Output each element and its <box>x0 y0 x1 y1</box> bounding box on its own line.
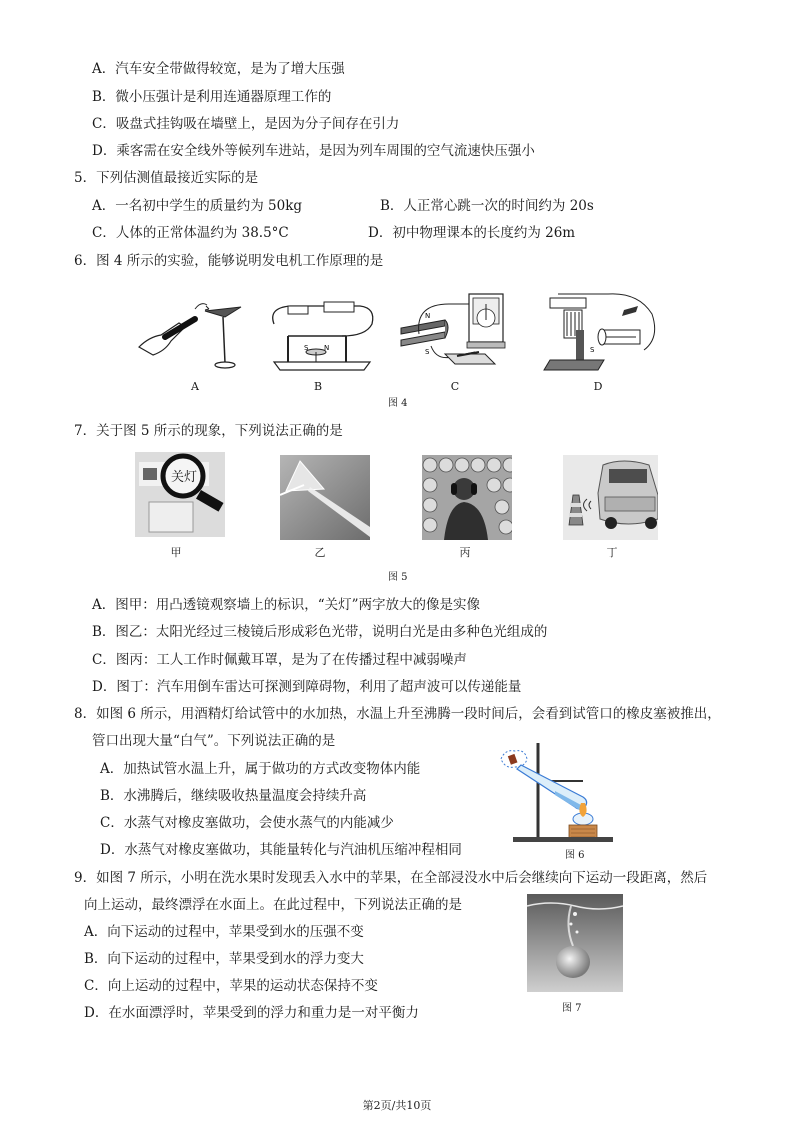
q9-stem-line2: 向上运动，最终漂浮在水面上。在此过程中，下列说法正确的是 <box>84 897 462 913</box>
fig4-b-n-label: N <box>324 344 330 352</box>
fig5-label-jia: 甲 <box>170 546 182 559</box>
fig4-b-oersted-setup <box>268 292 378 377</box>
fig4-c-n-label: N <box>425 312 431 320</box>
fig7-apple-in-water <box>527 894 623 992</box>
q8-option-b: B．水沸腾后，继续吸收热量温度会持续升高 <box>100 788 367 804</box>
q8-stem-line1: 8．如图 6 所示，用酒精灯给试管中的水加热，水温上升至沸腾一段时间后，会看到试管口的橡皮塞被推出， <box>74 706 721 722</box>
q7-option-b: B．图乙：太阳光经过三棱镜后形成彩色光带，说明白光是由多种色光组成的 <box>92 624 548 640</box>
fig4-label-a: A <box>191 380 199 393</box>
q5-option-b: B．人正常心跳一次的时间约为 20s <box>380 198 594 214</box>
fig5-photo-jia <box>135 452 225 537</box>
fig6-test-tube-heating <box>495 737 630 845</box>
q9-option-a: A．向下运动的过程中，苹果受到水的压强不变 <box>84 924 364 940</box>
fig5-photo-yi <box>280 455 370 540</box>
fig5-sign-text: 关灯 <box>171 470 198 485</box>
q5-option-c: C．人体的正常体温约为 38.5°C <box>92 225 289 241</box>
q4-option-a: A．汽车安全带做得较宽，是为了增大压强 <box>92 61 345 77</box>
fig4-caption: 图 4 <box>388 398 408 409</box>
q5-option-d: D．初中物理课本的长度约为 26m <box>368 225 576 241</box>
fig4-label-c: C <box>450 380 460 393</box>
q8-option-c: C．水蒸气对橡皮塞做功，会使水蒸气的内能减少 <box>100 815 394 831</box>
q6-stem: 6．图 4 所示的实验，能够说明发电机工作原理的是 <box>74 253 384 269</box>
q9-stem-line1: 9．如图 7 所示，小明在洗水果时发现丢入水中的苹果，在全部浸没水中后会继续向下运动一段距离，然后 <box>74 870 708 886</box>
fig4-a-rod-and-needle <box>135 297 245 377</box>
page-footer: 第2页/共10页 <box>362 1099 432 1112</box>
q8-option-d: D．水蒸气对橡皮塞做功，其能量转化与汽油机压缩冲程相同 <box>100 842 462 858</box>
fig4-label-d: D <box>593 380 603 393</box>
fig5-photo-ding <box>563 455 658 540</box>
fig6-caption: 图 6 <box>565 850 585 861</box>
q9-option-c: C．向上运动的过程中，苹果的运动状态保持不变 <box>84 978 378 994</box>
fig4-label-b: B <box>313 380 323 393</box>
fig4-c-induction-setup <box>395 290 530 378</box>
fig5-label-bing: 丙 <box>459 546 471 559</box>
q9-option-b: B．向下运动的过程中，苹果受到水的浮力变大 <box>84 951 364 967</box>
fig5-photo-bing <box>422 455 512 540</box>
q7-option-a: A．图甲：用凸透镜观察墙上的标识，“关灯”两字放大的像是实像 <box>92 597 481 613</box>
q4-option-b: B．微小压强计是利用连通器原理工作的 <box>92 89 332 105</box>
fig7-caption: 图 7 <box>562 1003 582 1014</box>
fig4-b-s-label: S <box>304 344 309 352</box>
fig4-c-s-label: S <box>425 348 430 356</box>
fig5-label-yi: 乙 <box>314 546 326 559</box>
q4-option-d: D．乘客需在安全线外等候列车进站，是因为列车周围的空气流速快压强小 <box>92 143 535 159</box>
q7-stem: 7．关于图 5 所示的现象，下列说法正确的是 <box>74 423 343 439</box>
q5-stem: 5．下列估测值最接近实际的是 <box>74 170 259 186</box>
q9-option-d: D．在水面漂浮时，苹果受到的浮力和重力是一对平衡力 <box>84 1005 419 1021</box>
q8-stem-line2: 管口出现大量“白气”。下列说法正确的是 <box>92 733 336 749</box>
q7-option-d: D．图丁：汽车用倒车雷达可探测到障碍物，利用了超声波可以传递能量 <box>92 679 522 695</box>
q8-option-a: A．加热试管水温上升，属于做功的方式改变物体内能 <box>100 761 421 777</box>
q4-option-c: C．吸盘式挂钩吸在墙壁上，是因为分子间存在引力 <box>92 116 400 132</box>
fig5-label-ding: 丁 <box>606 546 618 559</box>
fig5-caption: 图 5 <box>388 572 408 583</box>
q7-option-c: C．图丙：工人工作时佩戴耳罩，是为了在传播过程中减弱噪声 <box>92 652 467 668</box>
fig4-d-motor-setup <box>540 290 660 378</box>
fig4-d-s-label: S <box>590 346 595 354</box>
q5-option-a: A．一名初中学生的质量约为 50kg <box>92 198 303 214</box>
